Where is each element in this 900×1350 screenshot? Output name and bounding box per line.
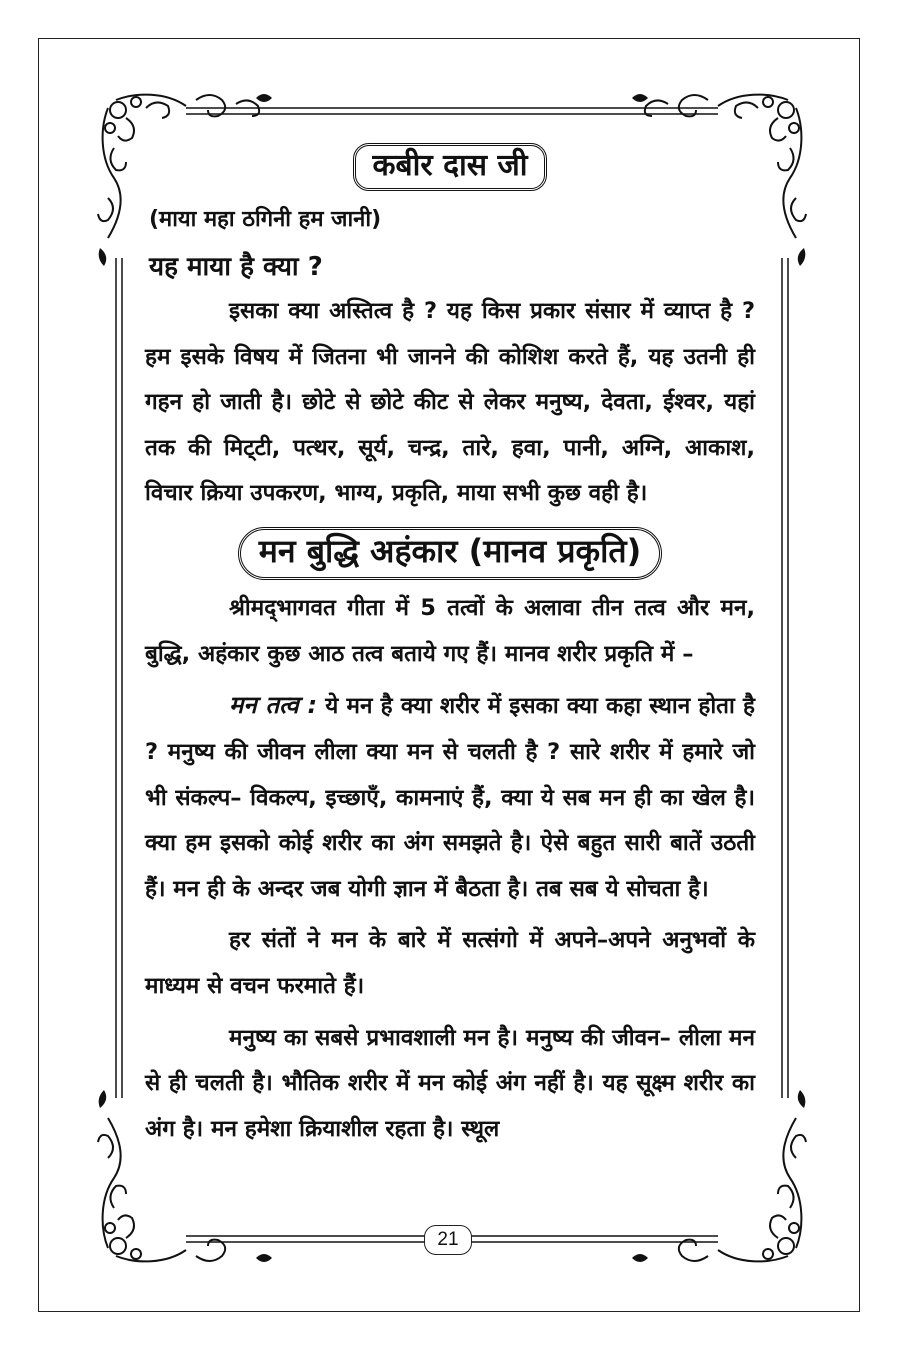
question-heading: यह माया है क्या ? [149, 252, 323, 282]
paragraph-3-text: ये मन है क्या शरीर में इसका क्या कहा स्थान होता है ? मनुष्य की जीवन लीला क्या मन से चलती है ? सारे शरीर में हमारे जो भी संकल्प– विकल्प, इच्छाएँ, कामनाएं हैं, क्या ये सब मन ही का खेल है। क्या हम इसको कोई शरीर का अंग समझते है। ऐसे बहुत सारी बातें उठती हैं। मन ही के अन्दर जब योगी ज्ञान में बैठता है। तब सब ये सोचता है। [145, 693, 755, 902]
paragraph-1: इसका क्या अस्तित्व है ? यह किस प्रकार संसार में व्याप्त है ? हम इसके विषय में जितना भी जानने की कोशिश करते हैं, यह उतनी ही गहन हो जाती है। छोटे से छोटे कीट से लेकर मनुष्य, देवता, ईश्वर, यहां तक की मिट्‌टी, पत्थर, सूर्य, चन्द्र, तारे, हवा, पानी, अग्नि, आकाश, विचार क्रिया उपकरण, भाग्य, प्रकृति, माया सभी कुछ वही है। [145, 298, 755, 507]
page-title: कबीर दास जी [353, 143, 546, 191]
paragraph-5: मनुष्य का सबसे प्रभावशाली मन है। मनुष्य की जीवन– लीला मन से ही चलती है। भौतिक शरीर में मन कोई अंग नहीं है। यह सूक्ष्म शरीर का अंग है। मन हमेशा क्रियाशील रहता है। स्थूल [145, 1024, 755, 1142]
paragraph-4: हर संतों ने मन के बारे में सत्संगो में अपने–अपने अनुभवों के माध्यम से वचन फरमाते हैं। [145, 927, 755, 999]
paragraph-2: श्रीमद्‌भागवत गीता में 5 तत्वों के अलावा तीन तत्व और मन, बुद्धि, अहंकार कुछ आठ तत्व बताये गए हैं। मानव शरीर प्रकृति में – [145, 595, 755, 667]
paragraph-3 [145, 683, 755, 912]
page-number: 21 [424, 1225, 472, 1255]
mann-tattva-label: मन तत्व : [229, 691, 318, 720]
section-heading: मन बुद्धि अहंकार (मानव प्रकृति) [238, 527, 663, 580]
section-heading-container [145, 527, 755, 580]
title-container [145, 143, 755, 191]
page-content [145, 135, 755, 1152]
subtitle: (माया महा ठगिनी हम जानी) [149, 207, 382, 232]
